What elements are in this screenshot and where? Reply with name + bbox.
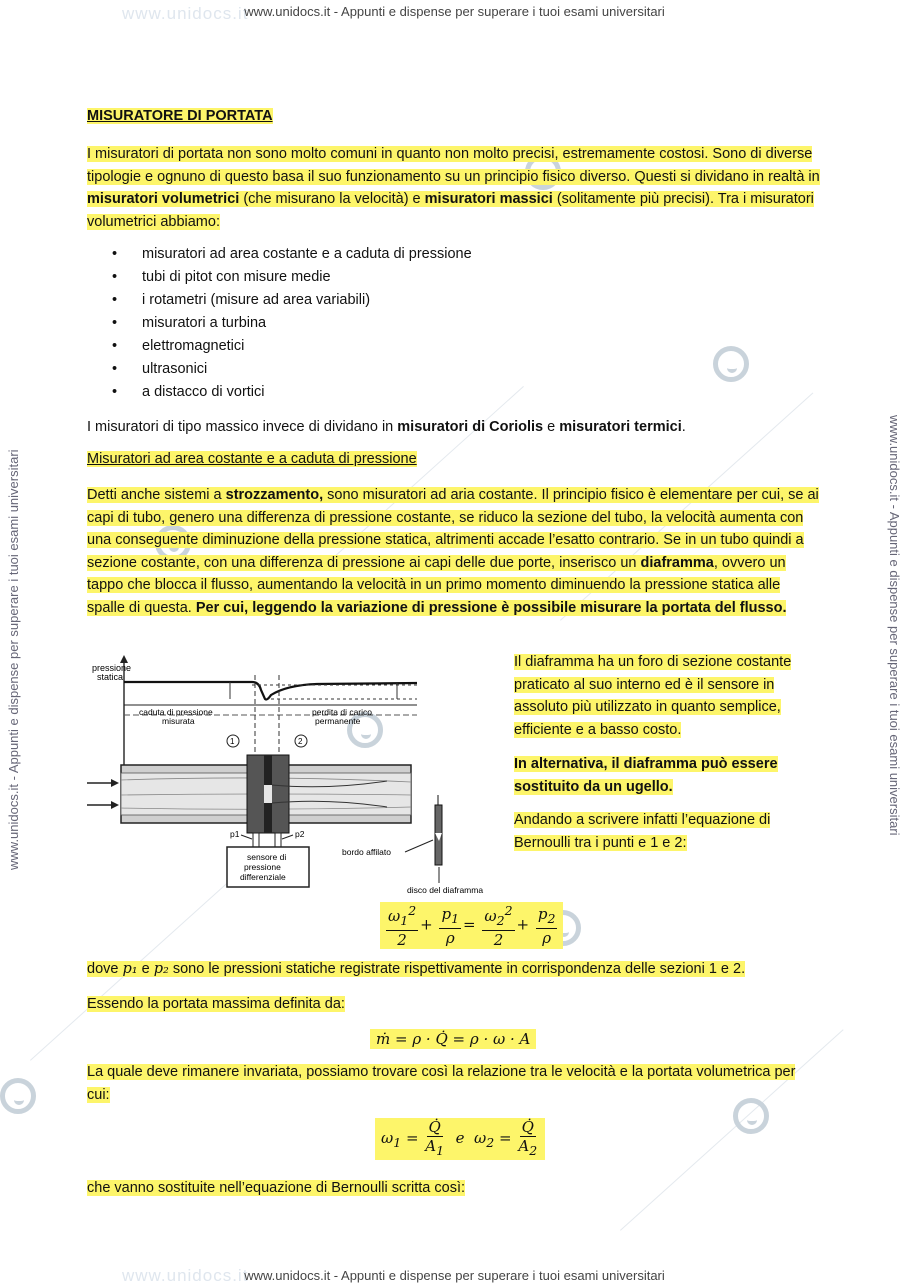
label-p2: p2 <box>295 829 305 839</box>
intro-paragraph <box>87 143 822 233</box>
watermark-line <box>620 1029 844 1230</box>
side-watermark-left: www.unidocs.it - Appunti e dispense per superare i tuoi esami universitari <box>6 449 21 870</box>
side-watermark-right: www.unidocs.it - Appunti e dispense per superare i tuoi esami universitari <box>887 415 902 836</box>
side-paragraph-1: Il diaframma ha un foro di sezione costante praticato al suo interno ed è il sensore in assoluto più utilizzato in quanto semplice, efficiente e a basso costo. <box>514 654 792 738</box>
label-disco: disco del diaframma <box>407 885 484 895</box>
side-paragraph-3: Andando a scrivere infatti l’equazione di Bernoulli tra i punti e 1 e 2: <box>514 812 771 851</box>
side-paragraph-2: In alternativa, il diaframma può essere sostituito da un ugello. <box>514 756 778 795</box>
list-item: • i rotametri (misure ad area variabili) <box>112 289 472 312</box>
list-item: • ultrasonici <box>112 358 472 381</box>
label-pressione-sensore: pressione <box>244 862 281 872</box>
list-item: • misuratori a turbina <box>112 312 472 335</box>
list-item: • elettromagnetici <box>112 335 472 358</box>
unidocs-logo-icon <box>0 1078 36 1114</box>
section-title: MISURATORE DI PORTATA <box>87 108 273 124</box>
ghost-watermark: www.unidocs.it <box>122 1266 249 1285</box>
label-point-2: 2 <box>298 737 303 746</box>
label-perdita: perdita di carico <box>312 707 373 717</box>
label-p1: p1 <box>230 829 240 839</box>
list-item: • a distacco di vortici <box>112 381 472 404</box>
detti-paragraph: Detti anche sistemi a strozzamento, sono misuratori ad aria costante. Il principio fisico è elementare per cui, se ai capi di tubo, genero una differenza di pressione costante, se riduco la sezione del tubo, la velocità aumenta con una conseguente diminuzione della pressione statica, altrimenti accade l’esatto contrario. Se in un tubo quindi a sezione costante, con una differenza di pressione ai capi delle due porte, inserisco un diaframma, ovvero un tappo che blocca il flusso, aumentando la velocità in un primo momento diminuendo la pressione statica alle spalle di questa. Per cui, leggendo la variazione di pressione è possibile misurare la portata del flusso. <box>87 487 819 616</box>
label-pressione: pressione <box>92 663 132 673</box>
massic-paragraph: I misuratori di tipo massico invece di dividano in misuratori di Coriolis e misuratori termici. <box>87 419 686 435</box>
velocities-equation: $\omega_1$ = $\frac{Q̇}{A_1}$ e $\omega_2$ = $\frac{Q̇}{A_2}$ <box>375 1118 545 1160</box>
label-sensore: sensore di <box>247 852 287 862</box>
dove-paragraph: dove p₁ e p₂ sono le pressioni statiche registrate rispettivamente in corrispondenza delle sezioni 1 e 2. <box>87 961 746 977</box>
footer-watermark: www.unidocs.it - Appunti e dispense per superare i tuoi esami universitari <box>244 1268 665 1283</box>
orifice-diagram <box>87 655 492 900</box>
label-point-1: 1 <box>230 737 235 746</box>
unidocs-logo-icon <box>713 346 749 382</box>
intro-text: I misuratori di portata non sono molto comuni in quanto non molto precisi, estremamente costosi. Sono di diverse tipologie e ognuno di questo basa il suo funzionamento su un principio fisico diverso. Questi si dividano in realtà in misuratori volumetrici (che misurano la velocità) e misuratori massici (solitamente più precisi). Tra i misuratori volumetrici abbiamo: <box>87 146 820 230</box>
label-statica: statica <box>97 672 124 682</box>
ghost-watermark: www.unidocs.it <box>122 4 249 23</box>
label-misurata: misurata <box>162 716 195 726</box>
subsection-title: Misuratori ad area costante e a caduta di pressione <box>87 451 417 467</box>
mass-flow-equation: ṁ = ρ · Q̇ = ρ · ω · A <box>370 1029 536 1049</box>
che-vanno-paragraph: che vanno sostituite nell’equazione di Bernoulli scritta così: <box>87 1180 466 1196</box>
label-bordo-affilato: bordo affilato <box>342 847 391 857</box>
label-permanente: permanente <box>315 716 361 726</box>
volumetric-meters-list <box>112 243 472 404</box>
la-quale-paragraph: La quale deve rimanere invariata, possiamo trovare così la relazione tra le velocità e la portata volumetrica per cui: <box>87 1064 796 1103</box>
header-watermark: www.unidocs.it - Appunti e dispense per superare i tuoi esami universitari <box>244 4 665 19</box>
label-differenziale: differenziale <box>240 872 286 882</box>
list-item: • tubi di pitot con misure medie <box>112 266 472 289</box>
label-caduta: caduta di pressione <box>139 707 213 717</box>
bernoulli-equation: $\frac{\omega_1^2}{2}$ + $\frac{p_1}{\rho}$ = $\frac{\omega_2^2}{2}$ + $\frac{p_2}{\rho}$ <box>380 902 563 949</box>
list-item: • misuratori ad area costante e a caduta di pressione <box>112 243 472 266</box>
essendo-paragraph: Essendo la portata massima definita da: <box>87 996 345 1012</box>
